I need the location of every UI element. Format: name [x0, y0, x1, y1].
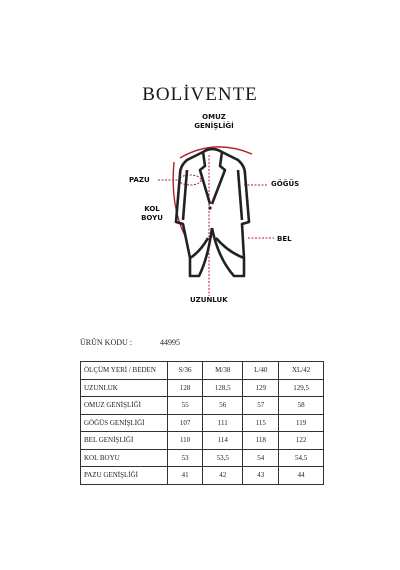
value-cell: 114: [203, 432, 243, 450]
chest-label: GÖĞÜS: [271, 180, 300, 188]
measure-name-cell: KOL BOYU: [81, 449, 168, 467]
header-cell: S/36: [168, 362, 203, 380]
value-cell: 129,5: [279, 379, 324, 397]
collar: [203, 149, 222, 152]
shoulder-width-label: OMUZ GENİŞLİĞİ: [194, 113, 234, 130]
value-cell: 53: [168, 449, 203, 467]
coat-tail-left: [190, 238, 208, 258]
bicep-ellipse: [179, 175, 201, 185]
value-cell: 128: [168, 379, 203, 397]
value-cell: 110: [168, 432, 203, 450]
value-cell: 118: [243, 432, 279, 450]
right-lapel: [212, 152, 225, 204]
coat-left-side: [176, 152, 212, 276]
measure-name-cell: UZUNLUK: [81, 379, 168, 397]
value-cell: 54,5: [279, 449, 324, 467]
header-cell: L/40: [243, 362, 279, 380]
measure-name-cell: OMUZ GENİŞLİĞİ: [81, 397, 168, 415]
value-cell: 122: [279, 432, 324, 450]
product-code: [80, 338, 180, 347]
value-cell: 107: [168, 414, 203, 432]
value-cell: 42: [203, 467, 243, 485]
value-cell: 57: [243, 397, 279, 415]
value-cell: 43: [243, 467, 279, 485]
value-cell: 53,5: [203, 449, 243, 467]
value-cell: 111: [203, 414, 243, 432]
header-cell: XL/42: [279, 362, 324, 380]
brand-logo-text: BOLİVENTE: [142, 84, 258, 105]
measure-name-cell: GÖĞÜS GENİŞLİĞİ: [81, 414, 168, 432]
value-cell: 41: [168, 467, 203, 485]
right-sleeve-seam: [238, 170, 242, 220]
value-cell: 56: [203, 397, 243, 415]
product-code-value: 44995: [160, 338, 180, 347]
value-cell: 55: [168, 397, 203, 415]
table-row: [81, 414, 324, 432]
value-cell: 128,5: [203, 379, 243, 397]
value-cell: 58: [279, 397, 324, 415]
sleeve-length-label: KOL BOYU: [141, 205, 163, 222]
value-cell: 44: [279, 467, 324, 485]
measure-name-cell: PAZU GENİŞLİĞİ: [81, 467, 168, 485]
value-cell: 54: [243, 449, 279, 467]
bicep-label: PAZU: [129, 176, 150, 184]
table-row: [81, 449, 324, 467]
value-cell: 119: [279, 414, 324, 432]
left-sleeve-seam: [183, 170, 187, 220]
table-header-row: [81, 362, 324, 380]
coat-outline: [176, 149, 249, 276]
value-cell: 129: [243, 379, 279, 397]
waist-label: BEL: [277, 235, 292, 243]
size-chart-table: [80, 361, 324, 485]
coat-diagram: [110, 110, 300, 310]
table-row: [81, 379, 324, 397]
measure-name-cell: BEL GENİŞLİĞİ: [81, 432, 168, 450]
header-cell: ÖLÇÜM YERİ / BEDEN: [81, 362, 168, 380]
length-label: UZUNLUK: [190, 296, 228, 304]
table-row: [81, 432, 324, 450]
product-code-label: ÜRÜN KODU :: [80, 338, 132, 347]
table-row: [81, 397, 324, 415]
header-cell: M/38: [203, 362, 243, 380]
coat-button: [208, 206, 211, 209]
value-cell: 115: [243, 414, 279, 432]
table-row: [81, 467, 324, 485]
